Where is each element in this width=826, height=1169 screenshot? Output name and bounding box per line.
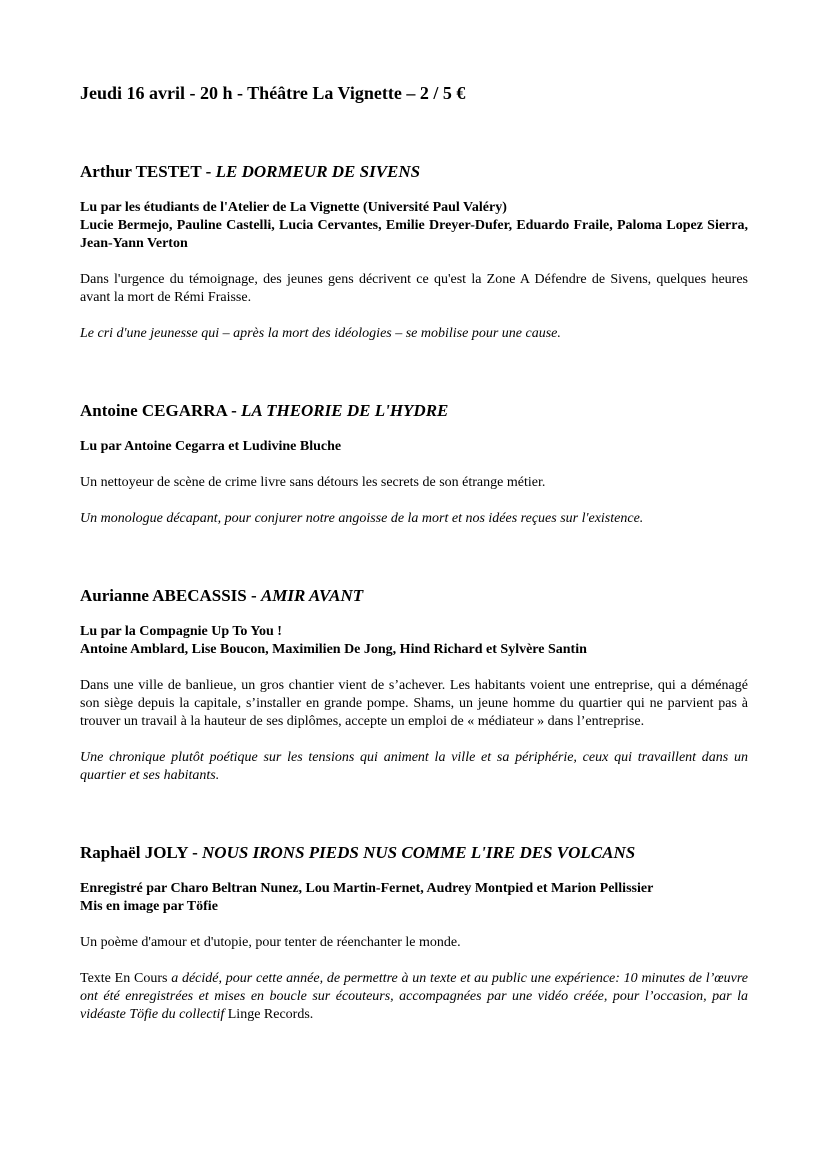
event-work-title: NOUS IRONS PIEDS NUS COMME L'IRE DES VOLCANS bbox=[202, 843, 636, 862]
document-title: Jeudi 16 avril - 20 h - Théâtre La Vignette – 2 / 5 € bbox=[80, 83, 466, 103]
heading-separator: - bbox=[226, 401, 242, 420]
heading-separator: - bbox=[246, 586, 261, 605]
event-author: Raphaël JOLY bbox=[80, 843, 188, 862]
event-author: Aurianne ABECASSIS bbox=[80, 586, 247, 605]
event-author: Arthur TESTET bbox=[80, 162, 202, 181]
event-description: Un nettoyeur de scène de crime livre sans détours les secrets de son étrange métier. bbox=[80, 475, 546, 490]
credits-line-2: Mis en image par Töfie bbox=[80, 899, 218, 914]
credits-line-1: Lu par les étudiants de l'Atelier de La Vignette (Université Paul Valéry) bbox=[80, 200, 507, 215]
event-credits bbox=[80, 438, 748, 456]
event-credits bbox=[80, 199, 748, 253]
event-credits bbox=[80, 880, 748, 916]
event-author: Antoine CEGARRA bbox=[80, 401, 227, 420]
credits-line-2: Lucie Bermejo, Pauline Castelli, Lucia Cervantes, Emilie Dreyer-Dufer, Eduardo Fraile, Paloma Lopez Sierra, Jean-Yann Verton bbox=[80, 218, 748, 251]
credits-line-1: Lu par Antoine Cegarra et Ludivine Bluche bbox=[80, 439, 342, 454]
tagline-tail: Linge Records. bbox=[227, 1007, 314, 1022]
event-work-title: LE DORMEUR DE SIVENS bbox=[215, 162, 421, 181]
event-heading bbox=[80, 161, 748, 183]
event-description: Un poème d'amour et d'utopie, pour tenter de réenchanter le monde. bbox=[80, 935, 461, 950]
tagline-lead: Texte En Cours bbox=[80, 971, 172, 986]
event-section-4 bbox=[80, 842, 748, 1024]
credits-line-1: Enregistré par Charo Beltran Nunez, Lou Martin-Fernet, Audrey Montpied et Marion Pellissier bbox=[80, 881, 654, 896]
event-heading bbox=[80, 400, 748, 422]
tagline-italic: a décidé, pour cette année, de permettre à un texte et au public une expérience: 10 minutes de l’œuvre ont été enregistrées et mises en boucle sur écouteurs, accompagnées par une vidéo créée, pour l’occasion, par la vidéaste Töfie du collectif bbox=[80, 971, 748, 1022]
heading-separator: - bbox=[201, 162, 216, 181]
event-section-1 bbox=[80, 161, 748, 343]
credits-line-2: Antoine Amblard, Lise Boucon, Maximilien De Jong, Hind Richard et Sylvère Santin bbox=[80, 642, 587, 657]
event-section-2 bbox=[80, 400, 748, 528]
event-tagline: Le cri d'une jeunesse qui – après la mort des idéologies – se mobilise pour une cause. bbox=[80, 326, 561, 341]
event-tagline bbox=[80, 970, 748, 1024]
event-section-3 bbox=[80, 585, 748, 785]
event-credits bbox=[80, 623, 748, 659]
event-heading bbox=[80, 585, 748, 607]
event-tagline: Une chronique plutôt poétique sur les tensions qui animent la ville et sa périphérie, ceux qui travaillent dans un quartier et ses habitants. bbox=[80, 750, 748, 783]
event-tagline: Un monologue décapant, pour conjurer notre angoisse de la mort et nos idées reçues sur l'existence. bbox=[80, 511, 644, 526]
event-heading bbox=[80, 842, 748, 864]
event-work-title: AMIR AVANT bbox=[260, 586, 364, 605]
credits-line-1: Lu par la Compagnie Up To You ! bbox=[80, 624, 282, 639]
event-work-title: LA THEORIE DE L'HYDRE bbox=[241, 401, 449, 420]
heading-separator: - bbox=[187, 843, 203, 862]
event-description: Dans l'urgence du témoignage, des jeunes gens décrivent ce qu'est la Zone A Défendre de Sivens, quelques heures avant la mort de Rémi Fraisse. bbox=[80, 272, 748, 305]
event-description: Dans une ville de banlieue, un gros chantier vient de s’achever. Les habitants voient une entreprise, qui a déménagé son siège depuis la capitale, s’installer en grande pompe. Shams, un jeune homme du quartier qui ne parvient pas à trouver un travail à la hauteur de ses diplômes, accepte un emploi de « médiateur » dans l’entreprise. bbox=[80, 678, 748, 729]
